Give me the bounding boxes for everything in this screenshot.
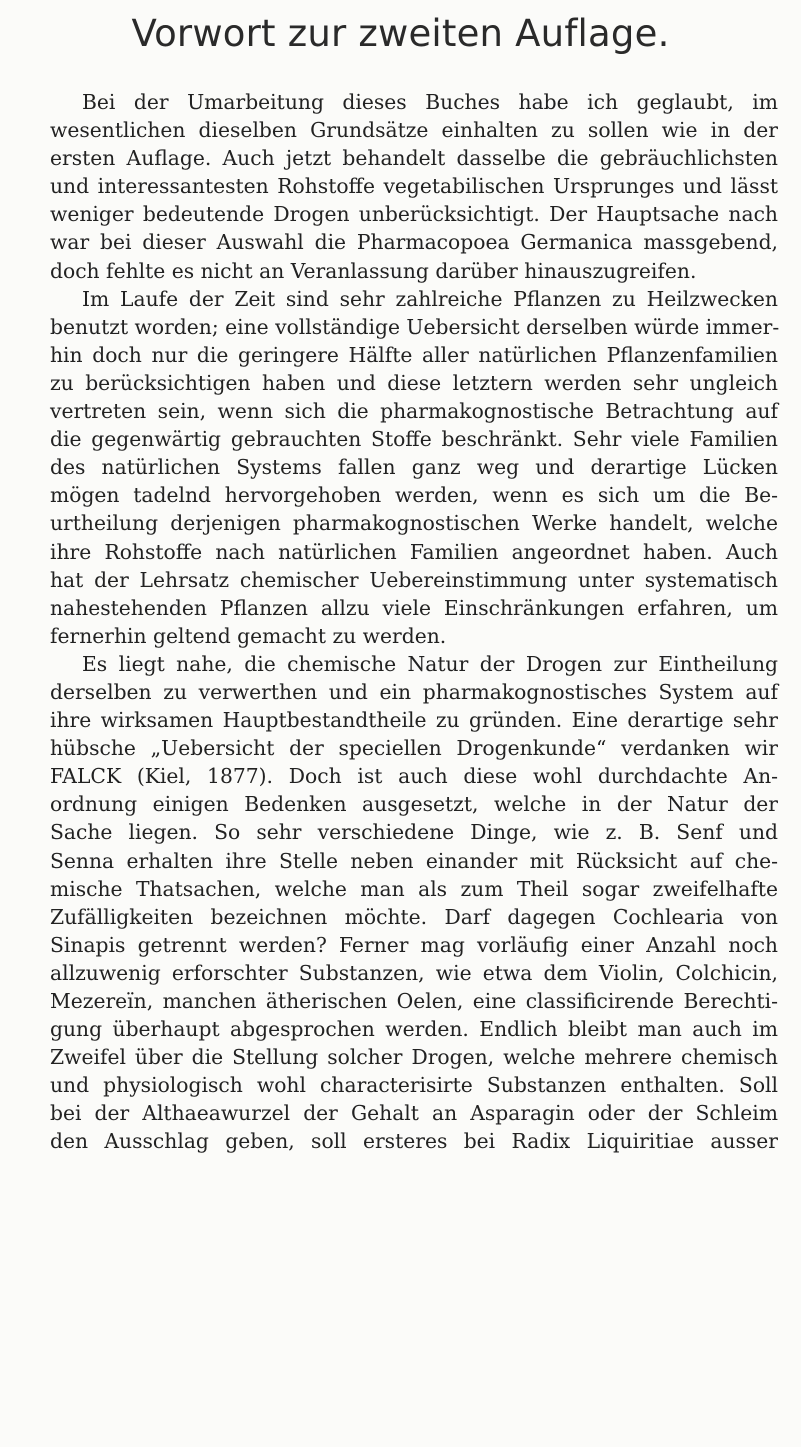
text-line: Mezereïn, manchen ätherischen Oelen, eine classificirende Berechti-: [50, 989, 778, 1013]
text-line: Es liegt nahe, die chemische Natur der Drogen zur Eintheilung: [82, 651, 778, 676]
text-line: FALCK (Kiel, 1877). Doch ist auch diese wohl durchdachte An-: [50, 764, 778, 789]
text-line: weniger bedeutende Drogen unberücksichtigt. Der Hauptsache nach: [50, 202, 778, 227]
text-line: hin doch nur die geringere Hälfte aller natürlichen Pflanzenfamilien: [50, 342, 778, 367]
text-line: ordnung einigen Bedenken ausgesetzt, welche in der Natur der: [50, 792, 778, 817]
text-line: bei der Althaeawurzel der Gehalt an Asparagin oder der Schleim: [50, 1101, 778, 1126]
text-line: benutzt worden; eine vollständige Uebersicht derselben würde immer-: [50, 314, 780, 339]
text-line: Bei der Umarbeitung dieses Buches habe ich geglaubt, im: [82, 90, 778, 114]
text-line: war bei dieser Auswahl die Pharmacopoea Germanica massgebend,: [50, 230, 778, 255]
text-line: allzuwenig erforschter Substanzen, wie etwa dem Violin, Colchicin,: [50, 960, 778, 985]
text-line: mögen tadelnd hervorgehoben werden, wenn es sich um die Be-: [50, 483, 778, 508]
text-line: hat der Lehrsatz chemischer Uebereinstimmung unter systematisch: [50, 567, 778, 592]
text-line: den Ausschlag geben, soll ersteres bei Radix Liquiritiae ausser: [50, 1129, 778, 1154]
text-line: hübsche „Uebersicht der speciellen Drogenkunde“ verdanken wir: [50, 736, 778, 761]
text-line: Im Laufe der Zeit sind sehr zahlreiche Pflanzen zu Heilzwecken: [82, 286, 778, 311]
text-line: gung überhaupt abgesprochen werden. Endlich bleibt man auch im: [50, 1017, 778, 1042]
text-line: Zweifel über die Stellung solcher Drogen, welche mehrere chemisch: [50, 1045, 778, 1070]
text-line: vertreten sein, wenn sich die pharmakognostische Betrachtung auf: [50, 399, 778, 424]
text-line: mische Thatsachen, welche man als zum Theil sogar zweifelhafte: [50, 876, 778, 901]
text-line: des natürlichen Systems fallen ganz weg und derartige Lücken: [50, 455, 778, 480]
page-title: Vorwort zur zweiten Auflage.: [131, 12, 670, 55]
text-line: doch fehlte es nicht an Veranlassung darüber hinauszugreifen.: [50, 258, 697, 283]
text-line: Zufälligkeiten bezeichnen möchte. Darf dagegen Cochlearia von: [50, 904, 778, 929]
text-line: ihre Rohstoffe nach natürlichen Familien angeordnet haben. Auch: [50, 539, 778, 564]
body-text: [50, 88, 778, 1156]
text-line: zu berücksichtigen haben und diese letztern werden sehr ungleich: [50, 370, 778, 395]
text-line: ersten Auflage. Auch jetzt behandelt dasselbe die gebräuchlichsten: [50, 146, 778, 171]
text-line: Sinapis getrennt werden? Ferner mag vorläufig einer Anzahl noch: [50, 932, 778, 957]
text-line: urtheilung derjenigen pharmakognostischen Werke handelt, welche: [50, 511, 778, 536]
text-line: ihre wirksamen Hauptbestandtheile zu gründen. Eine derartige sehr: [50, 708, 778, 733]
text-line: Senna erhalten ihre Stelle neben einander mit Rücksicht auf che-: [50, 848, 778, 873]
text-line: wesentlichen dieselben Grundsätze einhalten zu sollen wie in der: [50, 118, 778, 143]
text-line: und physiologisch wohl characterisirte Substanzen enthalten. Soll: [50, 1073, 778, 1098]
text-line: die gegenwärtig gebrauchten Stoffe beschränkt. Sehr viele Familien: [50, 427, 778, 452]
text-line: fernerhin geltend gemacht zu werden.: [50, 623, 447, 648]
text-line: nahestehenden Pflanzen allzu viele Einschränkungen erfahren, um: [50, 595, 778, 620]
text-line: derselben zu verwerthen und ein pharmakognostisches System auf: [50, 679, 778, 704]
text-line: und interessantesten Rohstoffe vegetabilischen Ursprunges und lässt: [50, 174, 778, 199]
text-line: Sache liegen. So sehr verschiedene Dinge, wie z. B. Senf und: [50, 820, 778, 845]
